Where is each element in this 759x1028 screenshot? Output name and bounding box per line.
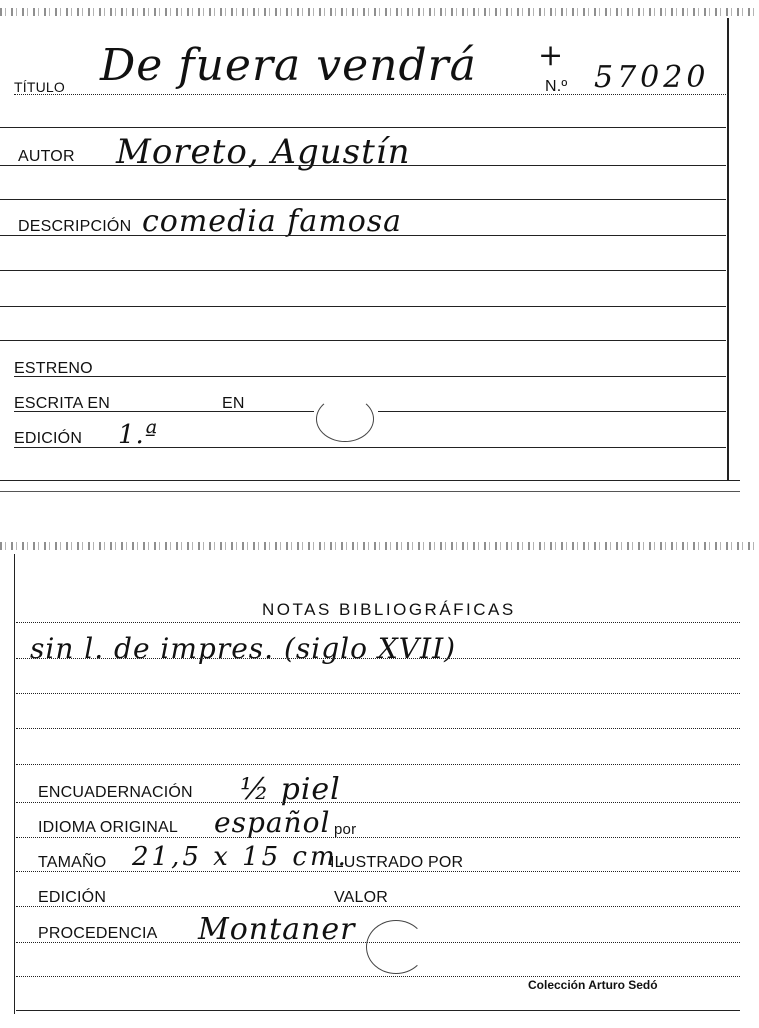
encuadernacion-line bbox=[16, 802, 740, 803]
notas-line-1 bbox=[16, 622, 740, 623]
encuadernacion-value: ½ piel bbox=[240, 772, 341, 807]
edicion-value: 1.ª bbox=[118, 420, 159, 450]
escrita-line-b bbox=[378, 411, 726, 412]
bottom-dotline bbox=[16, 976, 740, 977]
numero-value: 57020 bbox=[594, 60, 710, 95]
card-back-bottom-border bbox=[16, 1010, 740, 1011]
descripcion-label: DESCRIPCIÓN bbox=[18, 218, 132, 235]
rule-5 bbox=[0, 270, 726, 271]
punch-hole bbox=[316, 396, 374, 442]
rule-6 bbox=[0, 306, 726, 307]
descripcion-value: comedia famosa bbox=[142, 204, 403, 239]
edicion-valor-line bbox=[16, 906, 740, 907]
notas-line-4 bbox=[16, 728, 740, 729]
tamano-label: TAMAÑO bbox=[38, 854, 107, 871]
numero-label: N.º bbox=[545, 78, 568, 95]
cross-mark: + bbox=[538, 38, 565, 73]
edicion-line bbox=[14, 447, 726, 448]
notas-line-2 bbox=[16, 658, 740, 659]
rule-3 bbox=[0, 199, 726, 200]
punch-hole-back bbox=[366, 920, 426, 974]
notas-line-5 bbox=[16, 764, 740, 765]
ilustrado-label: ILUSTRADO POR bbox=[330, 854, 464, 871]
coleccion-label: Colección Arturo Sedó bbox=[528, 978, 658, 992]
card-back-top-edge bbox=[0, 542, 759, 550]
catalog-card-back bbox=[0, 540, 759, 1028]
procedencia-label: PROCEDENCIA bbox=[38, 925, 158, 942]
notas-heading: NOTAS BIBLIOGRÁFICAS bbox=[262, 600, 516, 619]
back-edicion-label: EDICIÓN bbox=[38, 889, 107, 906]
en-label: EN bbox=[222, 395, 245, 412]
rule-2 bbox=[0, 165, 726, 166]
card-separator bbox=[0, 491, 740, 492]
idioma-value: español bbox=[214, 806, 331, 839]
idioma-line bbox=[16, 837, 740, 838]
rule-1 bbox=[0, 127, 726, 128]
encuadernacion-label: ENCUADERNACIÓN bbox=[38, 784, 193, 801]
autor-value: Moreto, Agustín bbox=[116, 132, 411, 172]
idioma-label: IDIOMA ORIGINAL bbox=[38, 819, 178, 836]
tamano-line bbox=[16, 871, 740, 872]
notas-line-3 bbox=[16, 693, 740, 694]
procedencia-value: Montaner bbox=[198, 912, 356, 947]
titulo-value: De fuera vendrá bbox=[100, 40, 477, 91]
escrita-en-label: ESCRITA EN bbox=[14, 395, 110, 412]
escrita-line-a bbox=[14, 411, 314, 412]
card-bottom-border bbox=[0, 480, 740, 481]
notas-value: sin l. de impres. (siglo XVII) bbox=[30, 632, 457, 665]
catalog-card-front bbox=[0, 0, 759, 492]
valor-label: VALOR bbox=[334, 889, 389, 906]
edicion-label: EDICIÓN bbox=[14, 430, 83, 447]
card-back-left-border bbox=[14, 554, 15, 1014]
titulo-line bbox=[14, 94, 726, 95]
tamano-value: 21,5 x 15 cm. bbox=[132, 842, 349, 872]
autor-label: AUTOR bbox=[18, 148, 75, 165]
rule-4 bbox=[0, 235, 726, 236]
titulo-label: TÍTULO bbox=[14, 79, 65, 95]
estreno-line bbox=[14, 376, 726, 377]
card-right-border bbox=[727, 18, 729, 480]
rule-7 bbox=[0, 340, 726, 341]
card-top-edge bbox=[0, 8, 759, 16]
estreno-label: ESTRENO bbox=[14, 360, 93, 377]
por-label: por bbox=[334, 821, 357, 838]
